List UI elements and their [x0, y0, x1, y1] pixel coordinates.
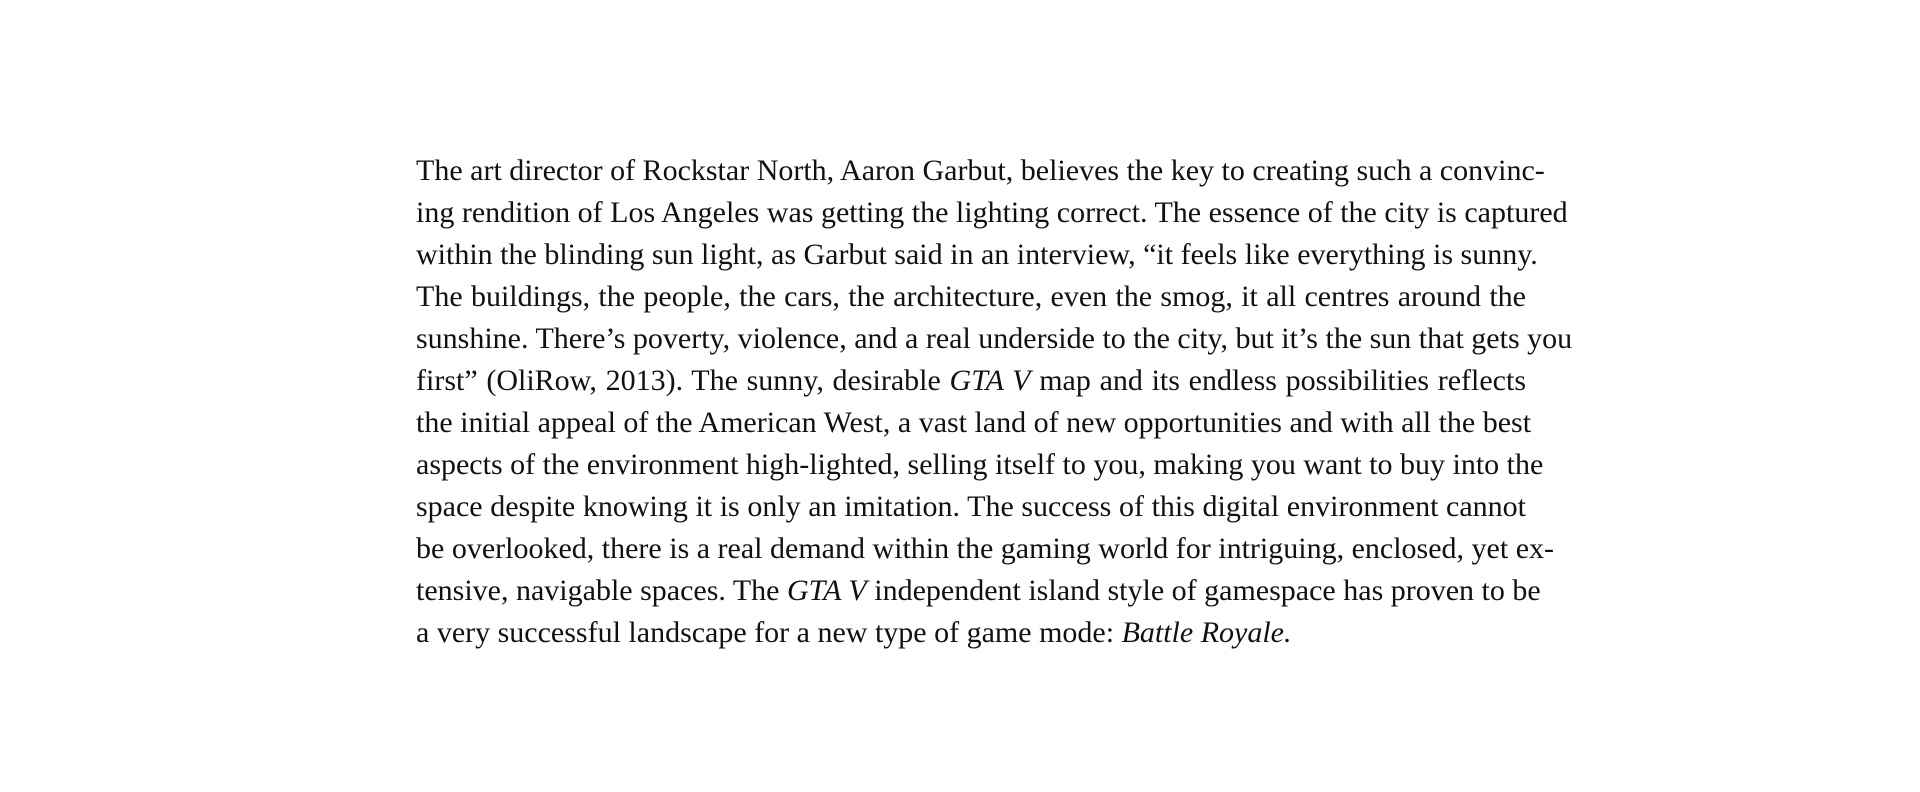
paragraph-line	[416, 612, 1526, 654]
text-run: space despite knowing it is only an imitation. The success of this digital environment cannot	[416, 490, 1526, 523]
text-run: a very successful landscape for a new type of game mode:	[416, 616, 1122, 649]
paragraph-line	[416, 486, 1526, 528]
paragraph-line	[416, 570, 1541, 612]
game-mode-italic: Battle Royale.	[1121, 616, 1292, 649]
text-run: within the blinding sun light, as Garbut said in an interview, “it feels like everything is sunny.	[416, 238, 1538, 271]
text-run: the initial appeal of the American West, a vast land of new opportunities and with all the best	[416, 406, 1532, 439]
paragraph-line	[416, 318, 1573, 360]
game-title-italic: GTA V	[949, 364, 1031, 397]
text-run: aspects of the environment high-lighted, selling itself to you, making you want to buy into the	[416, 448, 1544, 481]
text-run: The art director of Rockstar North, Aaron Garbut, believes the key to creating such a convinc-	[416, 154, 1545, 187]
paragraph-line	[416, 234, 1538, 276]
text-run: be overlooked, there is a real demand within the gaming world for intriguing, enclosed, yet ex-	[416, 532, 1554, 565]
text-run: ing rendition of Los Angeles was getting the lighting correct. The essence of the city is captured	[416, 196, 1568, 229]
paragraph-line	[416, 402, 1532, 444]
paragraph-line	[416, 150, 1545, 192]
text-run: first” (OliRow, 2013). The sunny, desirable	[416, 364, 950, 397]
paragraph-line	[416, 528, 1554, 570]
paragraph-line	[416, 192, 1568, 234]
text-run: independent island style of gamespace has proven to be	[866, 574, 1541, 607]
game-title-italic: GTA V	[787, 574, 867, 607]
text-run: map and its endless possibilities reflects	[1030, 364, 1527, 397]
text-run: tensive, navigable spaces. The	[416, 574, 787, 607]
text-run: sunshine. There’s poverty, violence, and a real underside to the city, but it’s the sun that gets you	[416, 322, 1573, 355]
paragraph-line	[416, 276, 1526, 318]
text-run: The buildings, the people, the cars, the architecture, even the smog, it all centres around the	[416, 280, 1526, 313]
body-paragraph	[416, 150, 1573, 654]
paragraph-line	[416, 444, 1544, 486]
paragraph-line	[416, 360, 1526, 402]
